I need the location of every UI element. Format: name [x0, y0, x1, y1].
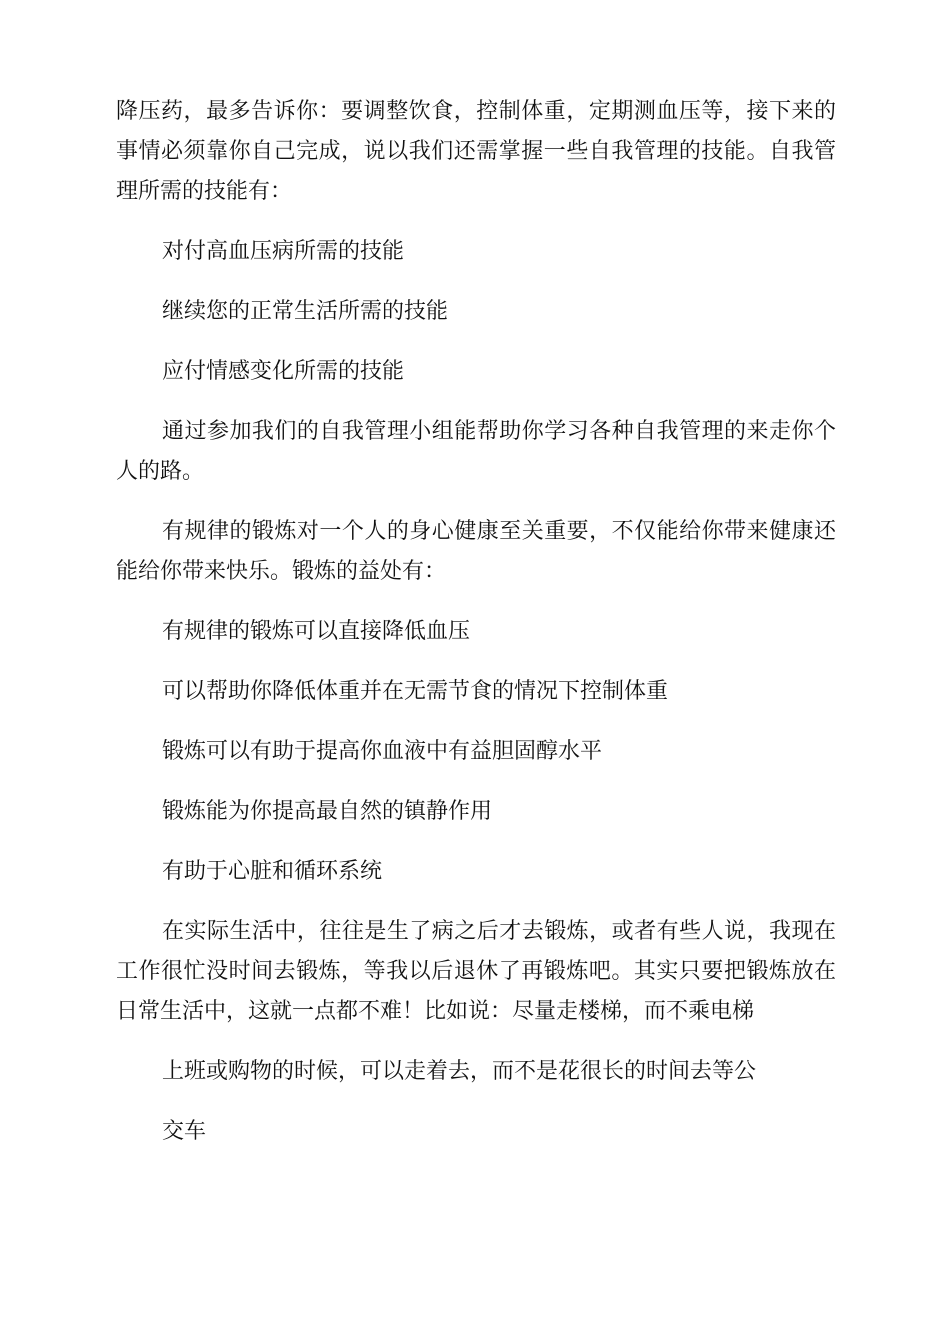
paragraph-exercise-intro: 有规律的锻炼对一个人的身心健康至关重要，不仅能给你带来健康还能给你带来快乐。锻炼的益处有： [116, 519, 836, 584]
paragraph-bus: 交车 [162, 1119, 207, 1144]
list-item-benefit-4: 锻炼能为你提高最自然的镇静作用 [162, 799, 493, 824]
list-item-benefit-5: 有助于心脏和循环系统 [162, 859, 383, 884]
list-item-benefit-2: 可以帮助你降低体重并在无需节食的情况下控制体重 [162, 679, 669, 704]
list-item-benefit-3: 锻炼可以有助于提高你血液中有益胆固醇水平 [162, 739, 603, 764]
list-item-benefit-1: 有规律的锻炼可以直接降低血压 [162, 619, 471, 644]
list-item-skill-2: 继续您的正常生活所需的技能 [162, 299, 449, 324]
paragraph-commute: 上班或购物的时候，可以走着去，而不是花很长的时间去等公 [162, 1059, 757, 1084]
list-item-skill-1: 对付高血压病所需的技能 [162, 239, 405, 264]
paragraph-self-management-group: 通过参加我们的自我管理小组能帮助你学习各种自我管理的来走你个人的路。 [116, 419, 836, 484]
paragraph-daily-life: 在实际生活中，往往是生了病之后才去锻炼，或者有些人说，我现在工作很忙没时间去锻炼，等我以后退休了再锻炼吧。其实只要把锻炼放在日常生活中，这就一点都不难！比如说：尽量走楼梯，而不乘电梯 [116, 919, 836, 1024]
list-item-skill-3: 应付情感变化所需的技能 [162, 359, 405, 384]
document-body [116, 92, 836, 1172]
paragraph-intro: 降压药，最多告诉你：要调整饮食，控制体重，定期测血压等，接下来的事情必须靠你自己完成，说以我们还需掌握一些自我管理的技能。自我管理所需的技能有： [116, 99, 836, 204]
